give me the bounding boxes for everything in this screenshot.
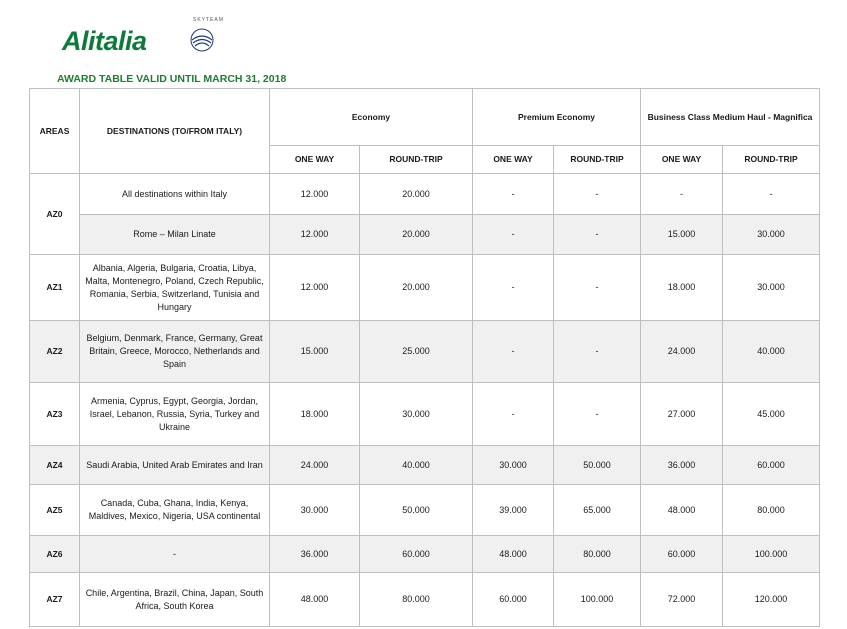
value-cell: 20.000 [360,215,473,255]
value-cell: 60.000 [360,536,473,573]
value-cell: 50.000 [360,485,473,536]
value-cell: 18.000 [270,383,360,446]
value-cell: 12.000 [270,215,360,255]
area-code: AZ5 [30,485,80,536]
value-cell: 120.000 [723,573,820,627]
value-cell: 60.000 [473,573,554,627]
value-cell: 30.000 [723,215,820,255]
value-cell: 24.000 [641,321,723,383]
table-row [30,174,820,215]
value-cell: 50.000 [554,446,641,485]
area-code: AZ4 [30,446,80,485]
logo-wordmark: Alitalia [62,26,147,56]
destinations-cell: Chile, Argentina, Brazil, China, Japan, South Africa, South Korea [80,573,270,627]
value-cell: 30.000 [360,383,473,446]
table-row [30,485,820,536]
award-table-title: AWARD TABLE VALID UNTIL MARCH 31, 2018 [57,73,287,85]
value-cell: 30.000 [723,255,820,321]
value-cell: 60.000 [723,446,820,485]
value-cell: 45.000 [723,383,820,446]
areas-header: AREAS [30,89,80,174]
value-cell: 24.000 [270,446,360,485]
area-code: AZ0 [30,174,80,255]
table-row [30,446,820,485]
economy-one-way-header: ONE WAY [270,146,360,174]
value-cell: 40.000 [360,446,473,485]
destinations-cell: All destinations within Italy [80,174,270,215]
value-cell: - [554,321,641,383]
value-cell: 80.000 [360,573,473,627]
value-cell: - [473,321,554,383]
alitalia-logo [62,18,147,56]
table-row [30,321,820,383]
value-cell: 12.000 [270,255,360,321]
value-cell: - [554,383,641,446]
destinations-header: DESTINATIONS (TO/FROM ITALY) [80,89,270,174]
value-cell: 65.000 [554,485,641,536]
destinations-cell: - [80,536,270,573]
value-cell: 36.000 [641,446,723,485]
destinations-cell: Canada, Cuba, Ghana, India, Kenya, Maldives, Mexico, Nigeria, USA continental [80,485,270,536]
value-cell: 80.000 [554,536,641,573]
value-cell: 20.000 [360,174,473,215]
area-code: AZ2 [30,321,80,383]
value-cell: - [641,174,723,215]
premium-round-trip-header: ROUND-TRIP [554,146,641,174]
value-cell: 48.000 [270,573,360,627]
skyteam-logo-icon [186,22,218,54]
area-code: AZ7 [30,573,80,627]
destinations-cell: Armenia, Cyprus, Egypt, Georgia, Jordan, Israel, Lebanon, Russia, Syria, Turkey and Ukraine [80,383,270,446]
value-cell: 48.000 [473,536,554,573]
value-cell: 30.000 [473,446,554,485]
business-round-trip-header: ROUND-TRIP [723,146,820,174]
value-cell: 27.000 [641,383,723,446]
table-row [30,536,820,573]
destinations-cell: Belgium, Denmark, France, Germany, Great Britain, Greece, Morocco, Netherlands and Spain [80,321,270,383]
economy-round-trip-header: ROUND-TRIP [360,146,473,174]
economy-header: Economy [270,89,473,146]
premium-economy-header: Premium Economy [473,89,641,146]
value-cell: - [473,383,554,446]
value-cell: 72.000 [641,573,723,627]
value-cell: 20.000 [360,255,473,321]
table-row [30,215,820,255]
value-cell: - [554,255,641,321]
value-cell: - [473,255,554,321]
area-code: AZ1 [30,255,80,321]
value-cell: 30.000 [270,485,360,536]
value-cell: 15.000 [641,215,723,255]
area-code: AZ3 [30,383,80,446]
value-cell: 39.000 [473,485,554,536]
value-cell: 40.000 [723,321,820,383]
value-cell: - [554,174,641,215]
destinations-cell: Rome – Milan Linate [80,215,270,255]
value-cell: - [473,215,554,255]
value-cell: - [473,174,554,215]
value-cell: 36.000 [270,536,360,573]
table-row [30,573,820,627]
business-class-header: Business Class Medium Haul - Magnifica [641,89,820,146]
value-cell: 100.000 [554,573,641,627]
table-row [30,255,820,321]
value-cell: 12.000 [270,174,360,215]
value-cell: 25.000 [360,321,473,383]
value-cell: 18.000 [641,255,723,321]
area-code: AZ6 [30,536,80,573]
award-table [29,88,820,627]
value-cell: 100.000 [723,536,820,573]
table-row [30,383,820,446]
value-cell: 80.000 [723,485,820,536]
premium-one-way-header: ONE WAY [473,146,554,174]
value-cell: 48.000 [641,485,723,536]
value-cell: 15.000 [270,321,360,383]
destinations-cell: Saudi Arabia, United Arab Emirates and Iran [80,446,270,485]
value-cell: 60.000 [641,536,723,573]
business-one-way-header: ONE WAY [641,146,723,174]
destinations-cell: Albania, Algeria, Bulgaria, Croatia, Libya, Malta, Montenegro, Poland, Czech Republic, Romania, Serbia, Switzerland, Tunisia and Hungary [80,255,270,321]
skyteam-label: SKYTEAM [193,17,224,23]
value-cell: - [723,174,820,215]
value-cell: - [554,215,641,255]
